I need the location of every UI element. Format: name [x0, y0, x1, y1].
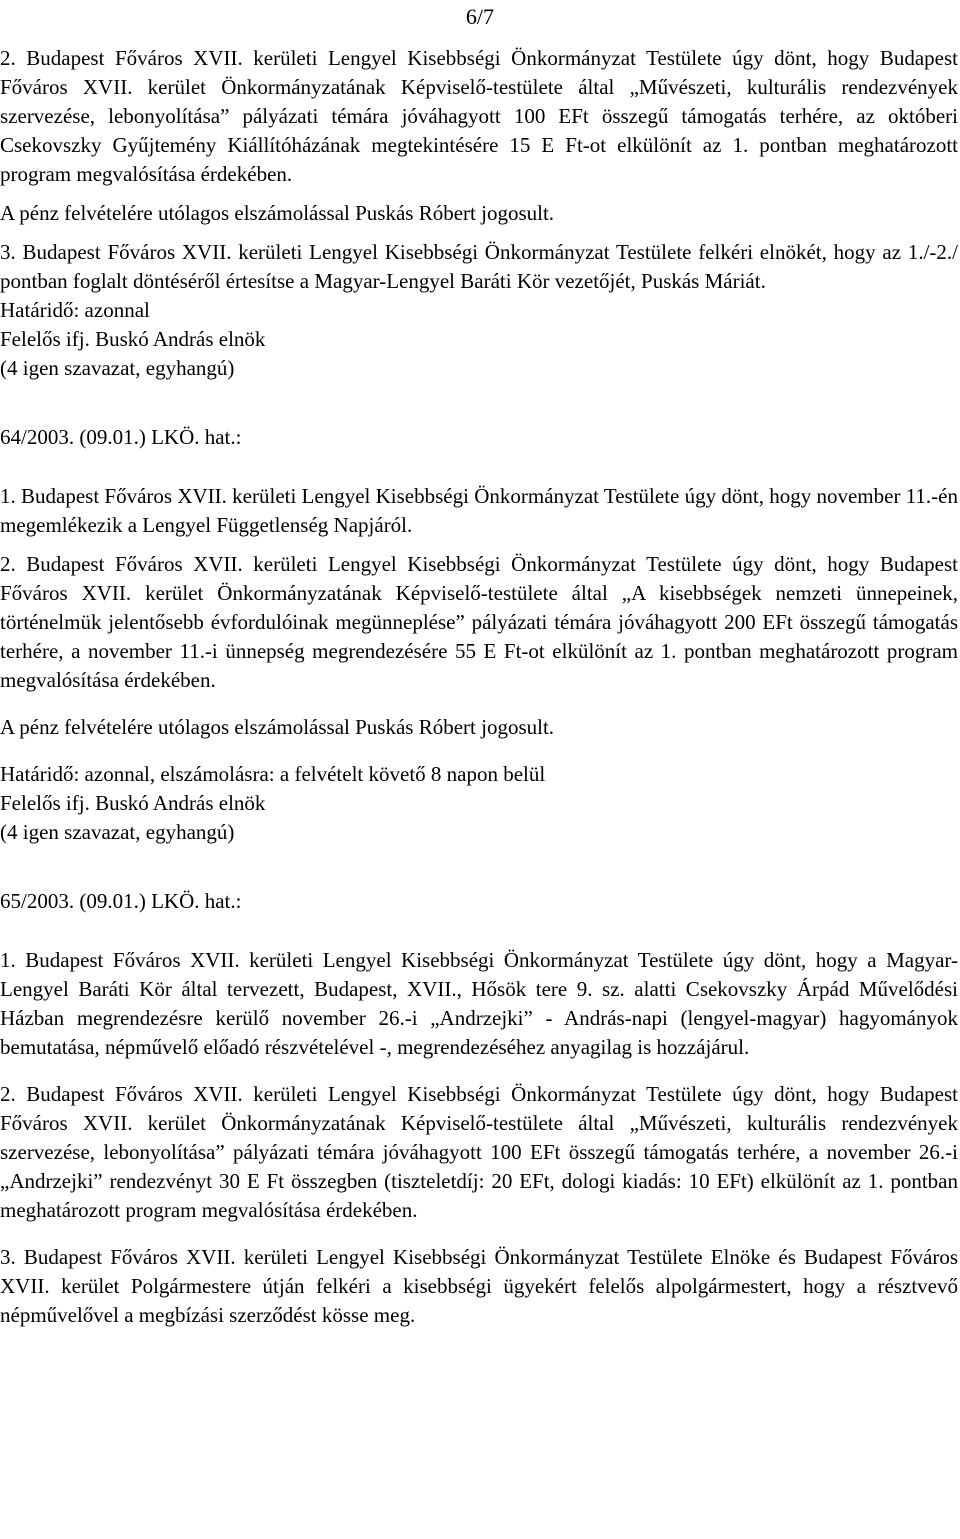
paragraph-64-1: 1. Budapest Főváros XVII. kerületi Lengyel Kisebbségi Önkormányzat Testülete úgy dönt, hogy november 11.-én megemlékezik a Lengyel Függetlenség Napjáról.	[0, 484, 958, 537]
paragraph-63-3: 3. Budapest Főváros XVII. kerületi Lengyel Kisebbségi Önkormányzat Testülete felkéri elnökét, hogy az 1./-2./ pontban foglalt döntéséről értesítse a Magyar-Lengyel Baráti Kör vezetőjét, Puskás Máriát.	[0, 240, 958, 293]
paragraph-65-1: 1. Budapest Főváros XVII. kerületi Lengyel Kisebbségi Önkormányzat Testülete úgy dönt, hogy a Magyar-Lengyel Baráti Kör által tervezett, Budapest, XVII., Hősök tere 9. sz. alatti Csekovszky Árpád Művelődési Házban megrendezésre kerülő november 26.-i „Andrzejki” - András-napi (lengyel-magyar) hagyományok bemutatása, népművelő előadó részvételével -, megrendezéséhez anyagilag is hozzájárul.	[0, 948, 958, 1059]
vote-line: (4 igen szavazat, egyhangú)	[0, 356, 235, 380]
document-body	[0, 44, 958, 1330]
resolution-heading-65: 65/2003. (09.01.) LKÖ. hat.:	[0, 889, 242, 913]
deadline-line: Határidő: azonnal	[0, 298, 150, 322]
responsible-line: Felelős ifj. Buskó András elnök	[0, 327, 266, 351]
resolution-heading-64: 64/2003. (09.01.) LKÖ. hat.:	[0, 425, 242, 449]
paragraph-64-money: A pénz felvételére utólagos elszámolással Puskás Róbert jogosult.	[0, 715, 555, 739]
paragraph-63-money: A pénz felvételére utólagos elszámolással Puskás Róbert jogosult.	[0, 201, 555, 225]
responsible-line-64: Felelős ifj. Buskó András elnök	[0, 791, 266, 815]
vote-line-64: (4 igen szavazat, egyhangú)	[0, 820, 235, 844]
paragraph-65-3: 3. Budapest Főváros XVII. kerületi Lengyel Kisebbségi Önkormányzat Testülete Elnöke és Budapest Főváros XVII. kerület Polgármestere útján felkéri a kisebbségi ügyekért felelős alpolgármestert, hogy a résztvevő népművelővel a megbízási szerződést kösse meg.	[0, 1245, 958, 1327]
paragraph-64-2: 2. Budapest Főváros XVII. kerületi Lengyel Kisebbségi Önkormányzat Testülete úgy dönt, hogy Budapest Főváros XVII. kerület Önkormányzatának Képviselő-testülete által „A kisebbségek nemzeti ünnepeinek, történelmük jelentősebb évfordulóinak megünneplése” pályázati témára jóváhagyott 200 EFt összegű támogatás terhére, a november 11.-i ünnepség megrendezésére 55 E Ft-ot elkülönít az 1. pontban meghatározott program megvalósítása érdekében.	[0, 552, 958, 692]
page-number: 6/7	[465, 4, 494, 29]
deadline-line-64: Határidő: azonnal, elszámolásra: a felvételt követő 8 napon belül	[0, 762, 546, 786]
paragraph-63-2: 2. Budapest Főváros XVII. kerületi Lengyel Kisebbségi Önkormányzat Testülete úgy dönt, hogy Budapest Főváros XVII. kerület Önkormányzatának Képviselő-testülete által „Művészeti, kulturális rendezvények szervezése, lebonyolítása” pályázati témára jóváhagyott 100 EFt összegű támogatás terhére, az októberi Csekovszky Gyűjtemény Kiállítóházának megtekintésére 15 E Ft-ot elkülönít az 1. pontban meghatározott program megvalósítása érdekében.	[0, 46, 958, 186]
paragraph-65-2: 2. Budapest Főváros XVII. kerületi Lengyel Kisebbségi Önkormányzat Testülete úgy dönt, hogy Budapest Főváros XVII. kerület Önkormányzatának Képviselő-testülete által „Művészeti, kulturális rendezvények szervezése, lebonyolítása” pályázati témára jóváhagyott 100 EFt összegű támogatás terhére, a november 26.-i „Andrzejki” rendezvényt 30 E Ft összegben (tiszteletdíj: 20 EFt, dologi kiadás: 10 EFt) elkülönít az 1. pontban meghatározott program megvalósítása érdekében.	[0, 1082, 958, 1222]
